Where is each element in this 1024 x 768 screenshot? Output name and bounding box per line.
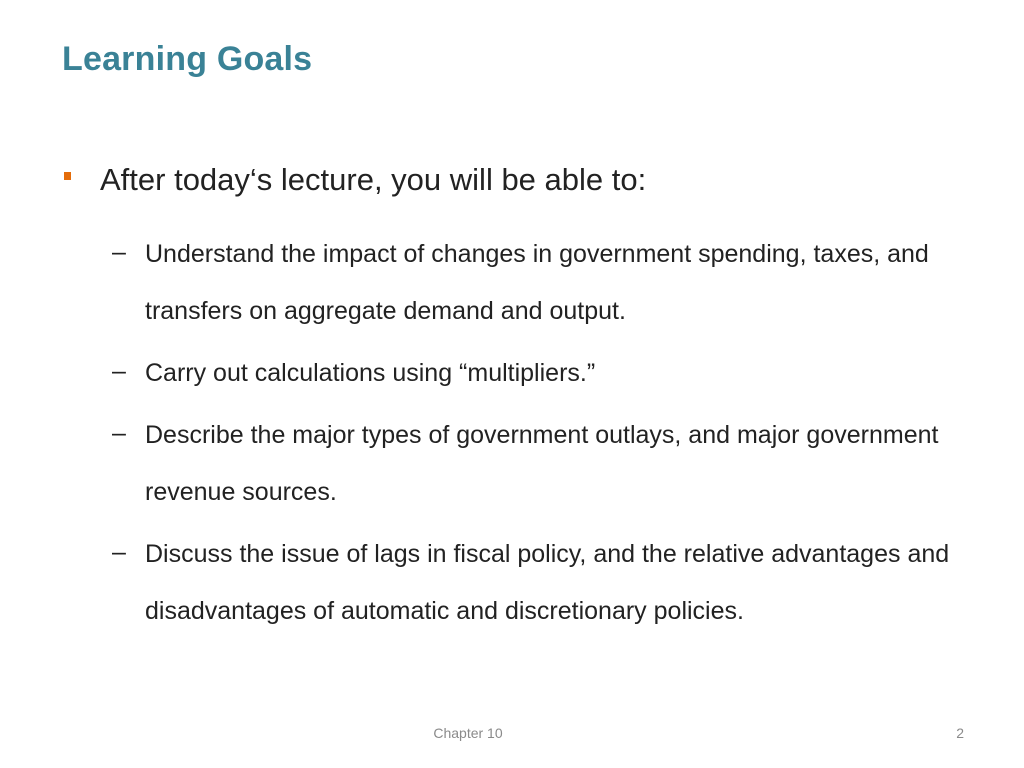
sub-bullet-text: Understand the impact of changes in government spending, taxes, and transfers on aggregate demand and output. bbox=[145, 240, 929, 325]
sub-bullet-text: Describe the major types of government outlays, and major government revenue sources. bbox=[145, 421, 939, 506]
dash-bullet-icon: – bbox=[112, 538, 126, 566]
square-bullet-icon bbox=[64, 172, 71, 180]
sub-bullet-item bbox=[112, 345, 952, 402]
main-bullet-text: After today‘s lecture, you will be able to: bbox=[100, 162, 647, 197]
dash-bullet-icon: – bbox=[112, 419, 126, 447]
footer-chapter: Chapter 10 bbox=[433, 725, 503, 741]
dash-bullet-icon: – bbox=[112, 238, 126, 266]
sub-bullet-text: Discuss the issue of lags in fiscal policy, and the relative advantages and disadvantages of automatic and discretionary policies. bbox=[145, 540, 950, 625]
dash-bullet-icon: – bbox=[112, 357, 126, 385]
sub-bullet-item bbox=[112, 407, 952, 521]
sub-bullet-text: Carry out calculations using “multipliers.” bbox=[145, 359, 596, 387]
sub-bullet-item bbox=[112, 226, 952, 340]
page-number: 2 bbox=[956, 725, 964, 741]
slide-title: Learning Goals bbox=[62, 40, 313, 78]
sub-bullet-list bbox=[112, 226, 952, 645]
sub-bullet-item bbox=[112, 526, 952, 640]
